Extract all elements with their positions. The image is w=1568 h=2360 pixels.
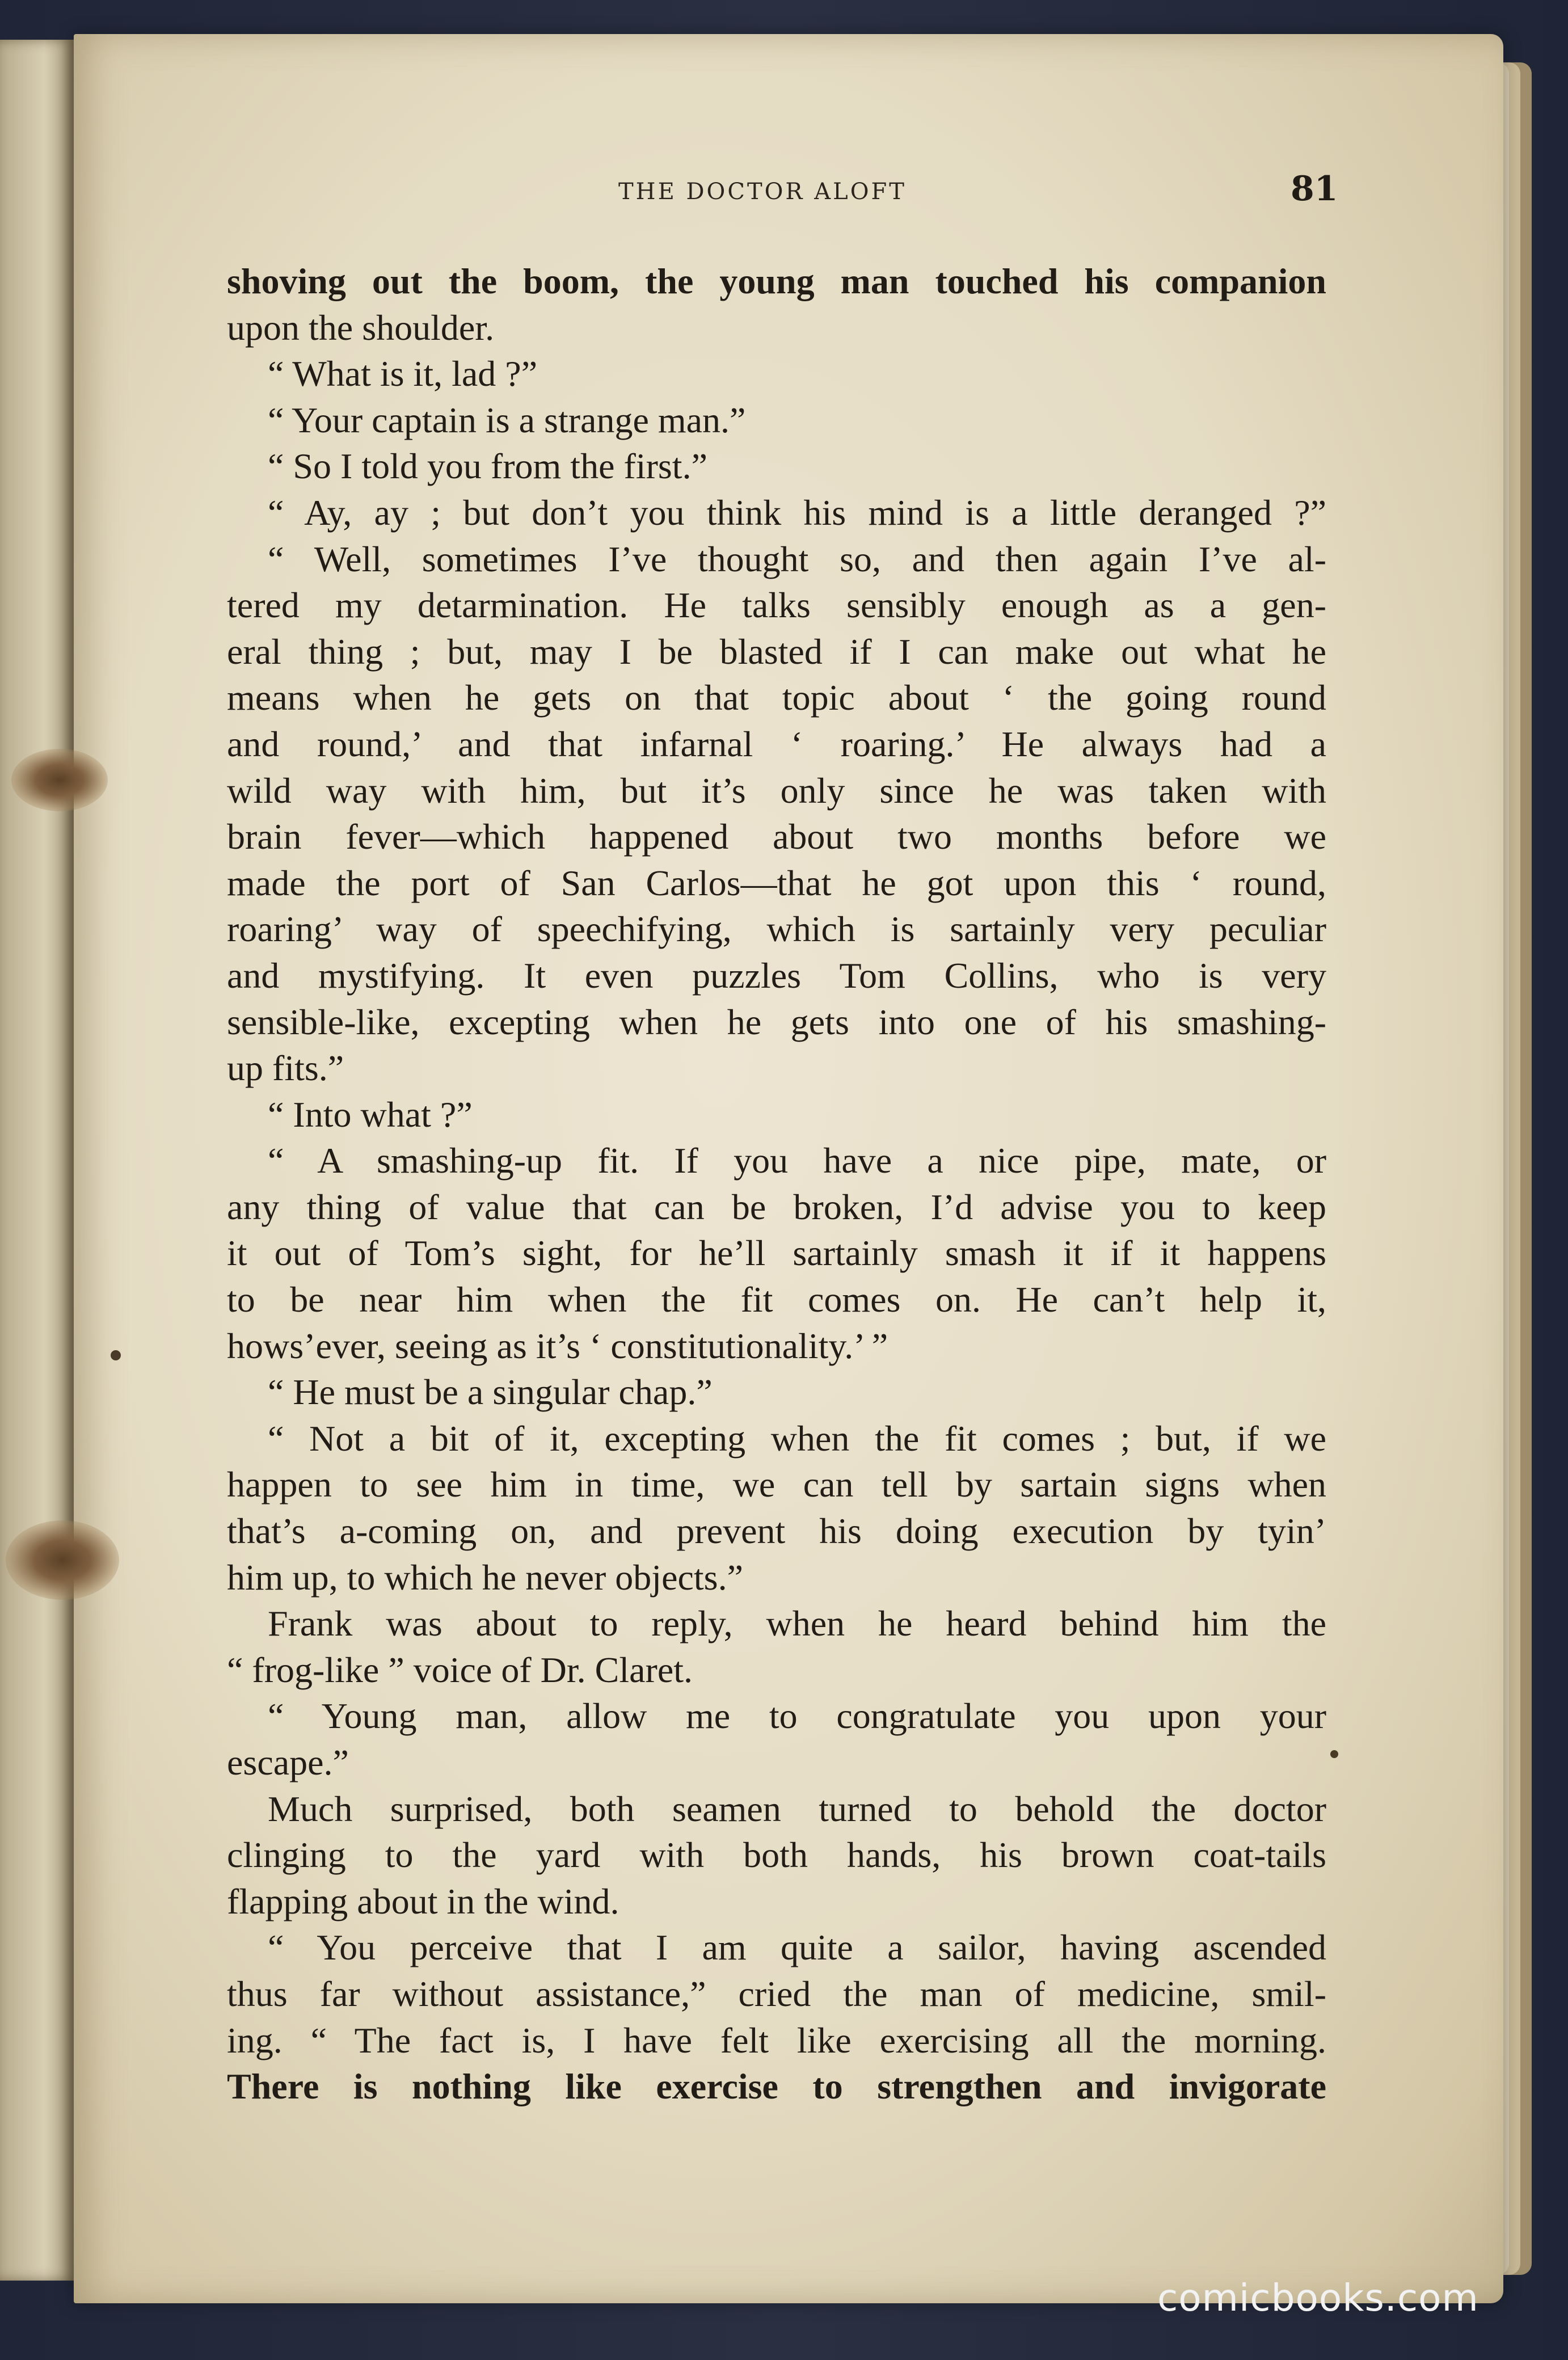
text-line: sensible-like, excepting when he gets into one of his smashing-	[227, 1001, 1326, 1042]
text-line: Frank was about to reply, when he heard behind him the	[268, 1603, 1326, 1644]
text-line: “ frog-like ” voice of Dr. Claret.	[227, 1649, 693, 1690]
text-line: happen to see him in time, we can tell by sartain signs when	[227, 1464, 1326, 1505]
text-line: “ So I told you from the first.”	[268, 446, 707, 487]
text-line: wild way with him, but it’s only since he was taken with	[227, 770, 1326, 811]
text-line: that’s a-coming on, and prevent his doing execution by tyin’	[227, 1511, 1326, 1552]
text-line: made the port of San Carlos—that he got upon this ‘ round,	[227, 862, 1326, 903]
watermark: comicbooks.com	[1157, 2276, 1479, 2320]
text-line: “ What is it, lad ?”	[268, 353, 538, 394]
text-line: clinging to the yard with both hands, his brown coat-tails	[227, 1835, 1326, 1876]
text-line: Much surprised, both seamen turned to behold the doctor	[268, 1788, 1326, 1829]
text-line: it out of Tom’s sight, for he’ll sartainly smash it if it happens	[227, 1233, 1326, 1274]
text-line: up fits.”	[227, 1048, 344, 1089]
text-line: ing. “ The fact is, I have felt like exercising all the morning.	[227, 2020, 1326, 2060]
running-title: THE DOCTOR ALOFT	[618, 179, 907, 205]
text-line: means when he gets on that topic about ‘ the going round	[227, 677, 1326, 718]
text-line: “ Ay, ay ; but don’t you think his mind is a little deranged ?”	[268, 492, 1326, 533]
text-line: thus far without assistance,” cried the man of medicine, smil-	[227, 1973, 1326, 2014]
text-line: roaring’ way of speechifying, which is sartainly very peculiar	[227, 909, 1326, 950]
text-line: There is nothing like exercise to strengthen and invigorate	[227, 2066, 1326, 2107]
text-line: “ Not a bit of it, excepting when the fit comes ; but, if we	[268, 1418, 1326, 1459]
text-line: brain fever—which happened about two months before we	[227, 816, 1326, 857]
facing-page-edge	[0, 40, 74, 2281]
body-text	[227, 258, 1326, 2110]
text-line: shoving out the boom, the young man touched his companion	[227, 261, 1326, 301]
text-line: “ Well, sometimes I’ve thought so, and then again I’ve al-	[268, 538, 1326, 579]
text-line: him up, to which he never objects.”	[227, 1557, 743, 1598]
text-line: “ Your captain is a strange man.”	[268, 399, 746, 440]
text-line: escape.”	[227, 1742, 349, 1782]
paper-speck	[111, 1350, 121, 1360]
paper-speck	[1330, 1750, 1338, 1758]
text-line: flapping about in the wind.	[227, 1881, 619, 1921]
text-line: to be near him when the fit comes on. He can’t help it,	[227, 1279, 1326, 1320]
text-line: “ You perceive that I am quite a sailor, having ascended	[268, 1927, 1326, 1968]
text-line: tered my detarmination. He talks sensibly enough as a gen-	[227, 585, 1326, 626]
binding-stain	[11, 749, 108, 811]
text-line: “ He must be a singular chap.”	[268, 1372, 713, 1413]
text-line: and mystifying. It even puzzles Tom Collins, who is very	[227, 955, 1326, 996]
text-line: “ A smashing-up fit. If you have a nice pipe, mate, or	[268, 1140, 1326, 1181]
text-line: upon the shoulder.	[227, 307, 495, 348]
page-number: 81	[1291, 169, 1338, 209]
text-line: “ Young man, allow me to congratulate you upon your	[268, 1696, 1326, 1737]
text-line: any thing of value that can be broken, I’d advise you to keep	[227, 1186, 1326, 1227]
text-line: eral thing ; but, may I be blasted if I can make out what he	[227, 631, 1326, 672]
text-line: and round,’ and that infarnal ‘ roaring.’ He always had a	[227, 723, 1326, 764]
text-line: “ Into what ?”	[268, 1094, 473, 1135]
text-line: hows’ever, seeing as it’s ‘ constitutionality.’ ”	[227, 1325, 888, 1366]
binding-stain	[6, 1520, 119, 1600]
